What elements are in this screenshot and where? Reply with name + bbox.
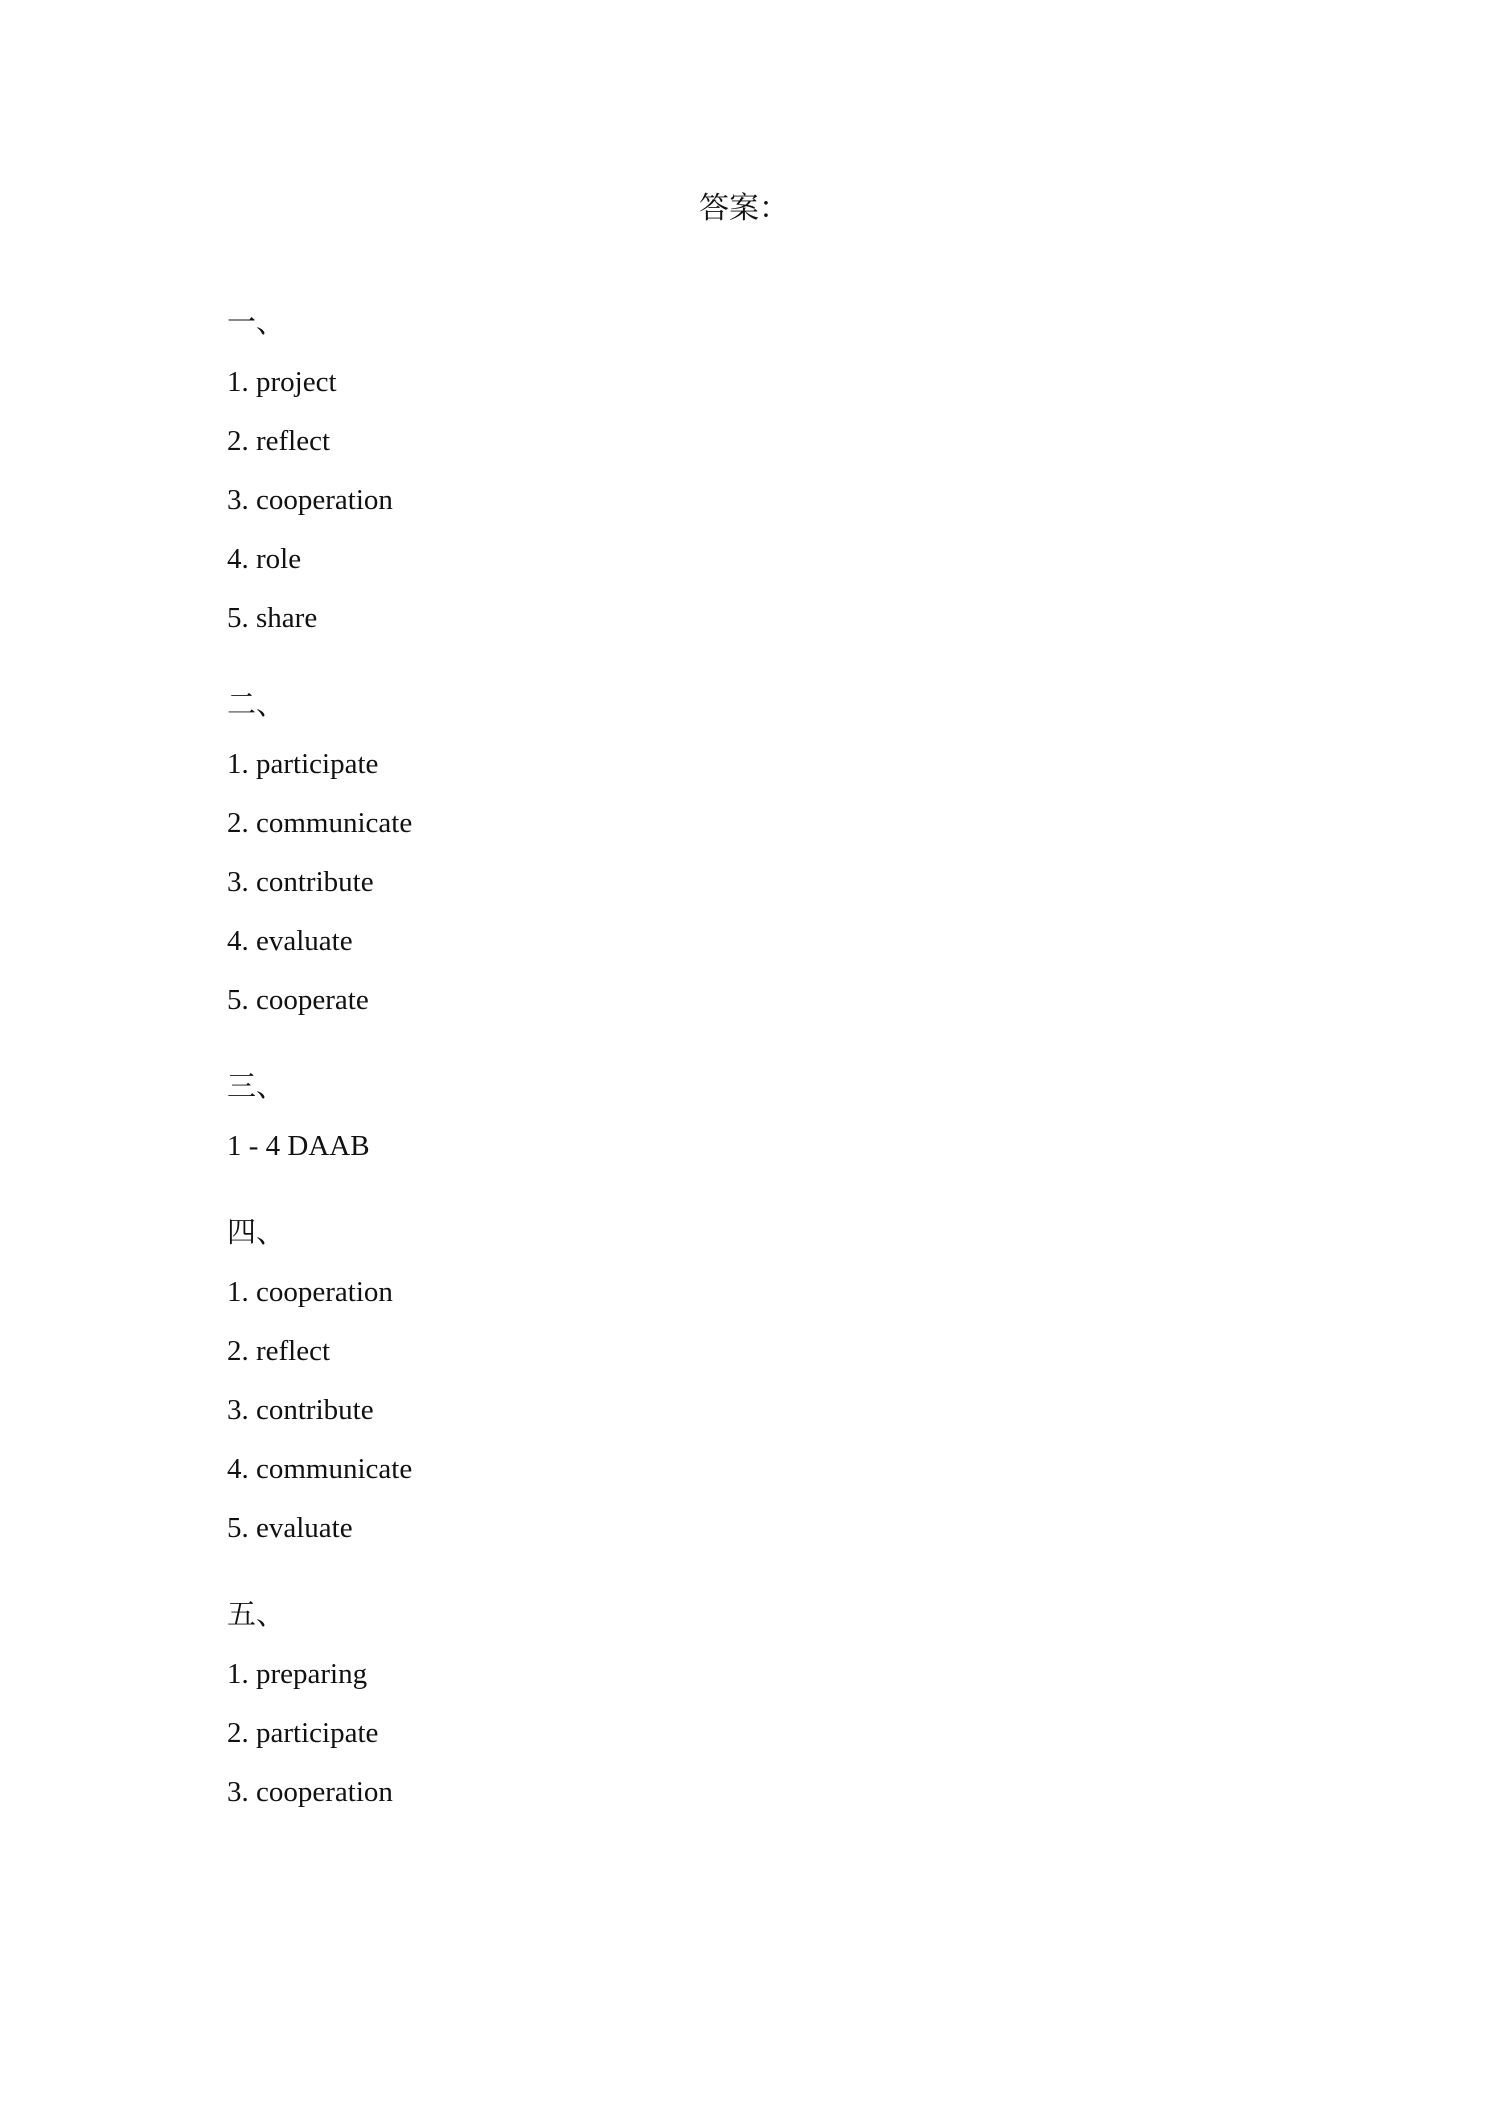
answer-item: 3. cooperation [227, 1776, 393, 1808]
section-heading: 四、 [227, 1217, 286, 1249]
answer-section-4 [227, 1210, 1327, 1551]
answer-section-1 [227, 300, 1327, 641]
answer-item: 2. participate [227, 1717, 379, 1749]
section-heading: 五、 [227, 1599, 286, 1631]
answer-content [227, 300, 1327, 1856]
answer-item: 2. reflect [227, 425, 331, 457]
answer-item: 4. role [227, 543, 302, 575]
answer-item: 1. project [227, 366, 337, 398]
answer-item: 4. evaluate [227, 925, 353, 957]
answer-item: 1. preparing [227, 1658, 368, 1690]
section-heading: 三、 [227, 1071, 286, 1103]
answer-item: 1 - 4 DAAB [227, 1130, 370, 1162]
page-title: 答案： [699, 192, 789, 225]
section-heading: 二、 [227, 689, 286, 721]
answer-item: 2. reflect [227, 1335, 331, 1367]
answer-item: 3. contribute [227, 866, 374, 898]
answer-item: 1. participate [227, 748, 379, 780]
answer-item: 3. contribute [227, 1394, 374, 1426]
answer-section-3 [227, 1064, 1327, 1169]
answer-section-5 [227, 1592, 1327, 1815]
answer-item: 4. communicate [227, 1453, 413, 1485]
answer-item: 1. cooperation [227, 1276, 393, 1308]
answer-item: 2. communicate [227, 807, 413, 839]
answer-item: 3. cooperation [227, 484, 393, 516]
answer-item: 5. share [227, 602, 318, 634]
answer-item: 5. evaluate [227, 1512, 353, 1544]
answer-section-2 [227, 682, 1327, 1023]
answer-item: 5. cooperate [227, 984, 369, 1016]
section-heading: 一、 [227, 307, 286, 339]
